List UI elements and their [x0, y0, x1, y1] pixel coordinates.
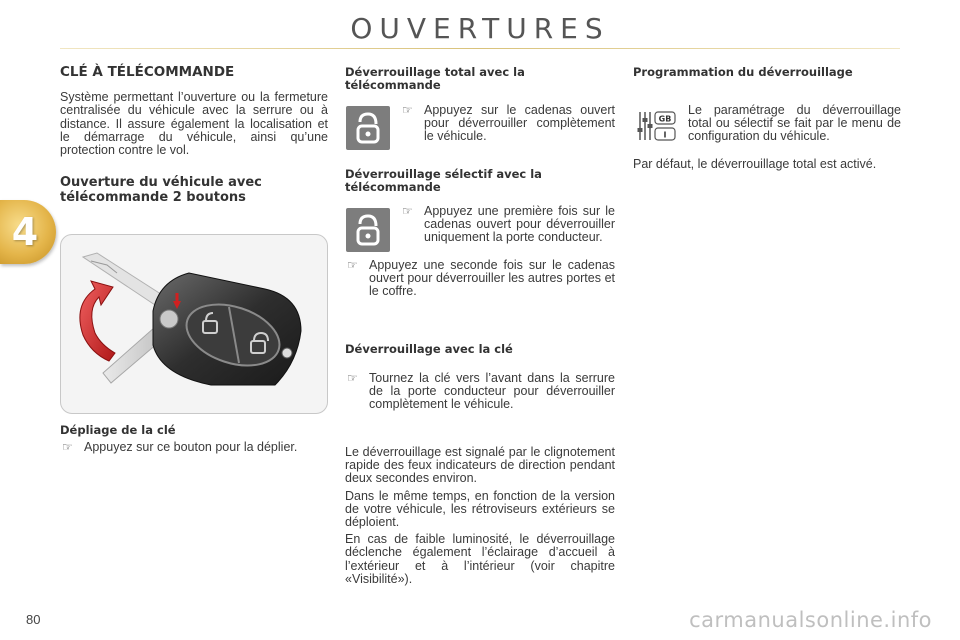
paragraph-setting: Le paramétrage du déverrouillage total ou sélectif se fait par le menu de configuration du véhicule.	[688, 103, 901, 144]
column-middle	[345, 66, 615, 91]
pointing-hand-icon: ☞	[402, 103, 413, 117]
pointing-hand-icon: ☞	[402, 204, 413, 218]
bullet-key-unlock	[345, 372, 615, 412]
pointing-hand-icon: ☞	[62, 439, 73, 454]
subsection-title-total-unlock: Déverrouillage total avec la télécommande	[345, 65, 525, 92]
icon-label-i: I	[663, 130, 667, 140]
header-divider	[60, 48, 900, 49]
section-title-remote-key: CLÉ À TÉLÉCOMMANDE	[60, 64, 235, 80]
icon-label-gb: GB	[658, 114, 672, 124]
bullet-selective-second-text: Appuyez une seconde fois sur le cadenas ouvert pour déverrouiller les autres portes et le coffre.	[369, 258, 615, 299]
watermark: carmanualsonline.info	[689, 608, 932, 632]
intro-paragraph: Système permettant l’ouverture ou la fermeture centralisée du véhicule avec la serrure ou à distance. Il assure également la localisation et le démarrage du véhicule, ainsi qu’une protection contre le vol.	[60, 90, 328, 158]
unlocked-padlock-icon	[346, 208, 390, 252]
paragraph-lighting: En cas de faible luminosité, le déverrouillage déclenche également l’éclairage d’accueil à l’extérieur et à l’intérieur (voir chapitre «Visibilité»).	[345, 532, 615, 586]
selective-unlock-heading	[345, 168, 595, 193]
subsection-title-unfold: Dépliage de la clé	[60, 423, 176, 437]
bullet-total-unlock	[400, 104, 615, 144]
key-remote-drawing	[61, 235, 328, 414]
unlock-info-paragraphs	[345, 446, 615, 586]
column-right	[633, 66, 901, 79]
bullet-unfold	[60, 441, 328, 454]
bullet-selective-first	[400, 205, 615, 245]
subsection-title-key-unlock: Déverrouillage avec la clé	[345, 342, 513, 356]
bullet-key-unlock-text: Tournez la clé vers l’avant dans la serrure de la porte conducteur pour déverrouiller complètement le véhicule.	[369, 370, 615, 411]
key-unlock-block	[345, 343, 615, 411]
subsection-title-selective-unlock: Déverrouillage sélectif avec la télécommande	[345, 167, 542, 194]
column-left	[60, 66, 328, 205]
total-unlock-block	[400, 104, 615, 144]
pointing-hand-icon: ☞	[347, 258, 358, 272]
paragraph-default: Par défaut, le déverrouillage total est activé.	[633, 157, 877, 171]
chapter-tab[interactable]	[0, 200, 56, 264]
bullet-selective-second	[345, 259, 615, 299]
selective-unlock-block-2	[345, 259, 615, 299]
configuration-settings-icon	[636, 108, 676, 146]
section-title-two-button-remote: Ouverture du véhicule avec télécommande 2 boutons	[60, 175, 262, 205]
unlocked-padlock-icon	[346, 106, 390, 150]
bullet-selective-first-text: Appuyez une première fois sur le cadenas ouvert pour déverrouiller uniquement la porte conducteur.	[424, 204, 615, 245]
programming-default-block	[633, 158, 901, 171]
page-number: 80	[26, 612, 41, 627]
bullet-total-unlock-text: Appuyez sur le cadenas ouvert pour déverrouiller complètement le véhicule.	[424, 103, 615, 144]
paragraph-mirrors: Dans le même temps, en fonction de la version de votre véhicule, les rétroviseurs extérieurs se déploient.	[345, 488, 615, 530]
programming-setting-block	[688, 104, 901, 144]
paragraph-indicators: Le déverrouillage est signalé par le clignotement rapide des feux indicateurs de direction pendant deux secondes environ.	[345, 445, 615, 486]
bullet-unfold-text: Appuyez sur ce bouton pour la déplier.	[84, 439, 298, 454]
chapter-number: 4	[11, 210, 39, 254]
subsection-title-programming: Programmation du déverrouillage	[633, 65, 853, 79]
pointing-hand-icon: ☞	[347, 370, 358, 385]
unfold-key-section	[60, 424, 328, 454]
key-remote-illustration	[60, 234, 328, 414]
page-header-title: OUVERTURES	[350, 12, 610, 45]
selective-unlock-block-1	[400, 205, 615, 245]
